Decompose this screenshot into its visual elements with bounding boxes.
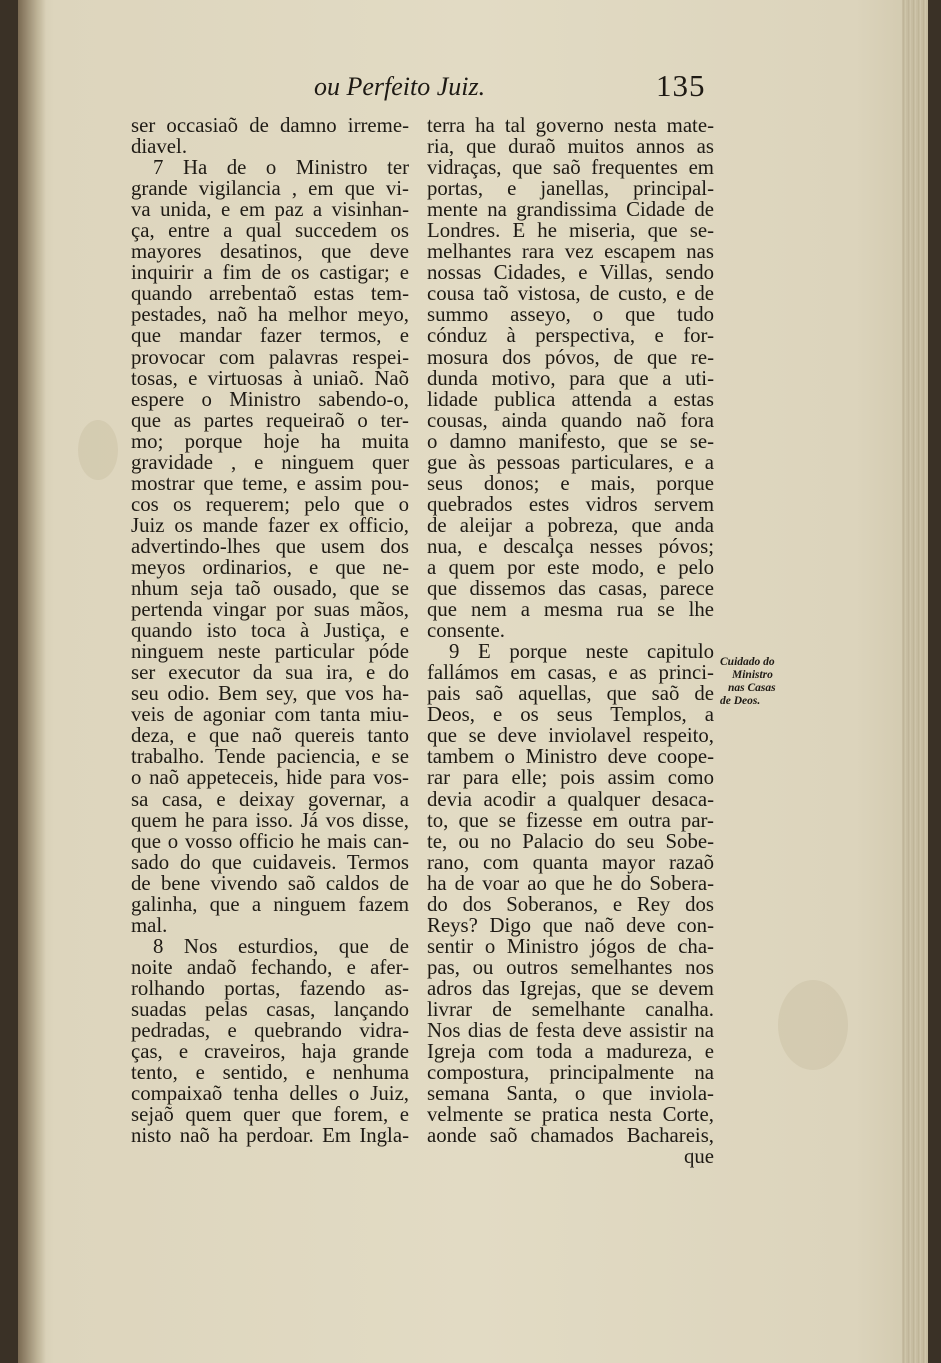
text-line: tambem o Ministro deve coope- [427, 745, 714, 769]
text-line: nhum seja taõ ousado, que se [131, 577, 409, 601]
text-line: quando arrebentaõ estas tem- [131, 282, 409, 306]
text-line: ria, que duraõ muitos annos as [427, 135, 714, 159]
text-line: quando isto toca à Justiça, e [131, 619, 409, 643]
text-line: dunda motivo, para que a uti- [427, 366, 714, 390]
text-line: compaixaõ tenha delles o Juiz, [131, 1082, 409, 1106]
marginal-note-line: nas Casas [728, 682, 776, 694]
marginal-note-line: Ministro [732, 669, 773, 681]
text-line: suadas pelas casas, lançando [131, 997, 409, 1021]
text-line: tento, e sentido, e nenhuma [131, 1061, 409, 1085]
text-line: de aleijar a pobreza, que anda [427, 513, 714, 537]
text-line: grande vigilancia , em que vi- [131, 177, 409, 201]
text-line: pertenda vingar por suas mãos, [131, 598, 409, 622]
text-line: advertindo-lhes que usem dos [131, 534, 409, 558]
text-line: de bene vivendo saõ caldos de [131, 871, 409, 895]
text-line: galinha, que a ninguem fazem [131, 892, 409, 916]
text-line: te, ou no Palacio do seu Sobe- [427, 829, 714, 853]
text-line: pas, ou outros semelhantes nos [427, 955, 714, 979]
text-line: ça, entre a qual succedem os [131, 219, 409, 243]
text-line: sentir o Ministro jógos de cha- [427, 934, 714, 958]
text-line: espere o Ministro sabendo-o, [131, 387, 409, 411]
text-line: ser occasiaõ de damno irreme- [131, 114, 409, 137]
text-line: Igreja com toda a madureza, e [427, 1040, 714, 1064]
paper-stain [778, 980, 848, 1070]
marginal-note-line: de Deos. [720, 695, 761, 707]
page-fore-edge [902, 0, 928, 1363]
text-line: que as partes requeiraõ o ter- [131, 408, 409, 432]
text-line: quebrados estes vidros servem [427, 492, 714, 516]
running-title: ou Perfeito Juiz. [314, 72, 486, 101]
text-line: gue às pessoas particulares, e a [427, 450, 714, 474]
page-header [18, 68, 928, 108]
text-line: que o vosso officio he mais can- [131, 829, 409, 853]
text-line: sa casa, e deixay governar, a [131, 787, 409, 811]
text-line: deza, e que naõ quereis tanto [131, 724, 409, 748]
text-line: Deos, e os seus Templos, a [427, 703, 714, 727]
text-line: Reys? Digo que naõ deve con- [427, 913, 714, 937]
text-line: nua, e descalça nesses póvos; [427, 534, 714, 558]
text-line: mosura dos póvos, de que re- [427, 345, 714, 369]
text-line: livrar de semelhante canalha. [427, 997, 714, 1021]
text-line: que nem a mesma rua se lhe [427, 598, 714, 622]
text-line: que dissemos das casas, parece [427, 577, 714, 601]
text-line: pedradas, e quebrando vidra- [131, 1019, 409, 1043]
text-line: 7 Ha de o Ministro ter [153, 156, 409, 180]
book-page [18, 0, 928, 1363]
text-line: noite andaõ fechando, e afer- [131, 955, 409, 979]
text-line: sejaõ quem quer que forem, e [131, 1103, 409, 1127]
text-line: rar para elle; pois assim como [427, 766, 714, 790]
text-line: tosas, e virtuosas à uniaõ. Naõ [131, 366, 409, 390]
text-line: o damno manifesto, que se se- [427, 429, 714, 453]
text-line: nossas Cidades, e Villas, sendo [427, 261, 714, 285]
text-line: vidraças, que saõ frequentes em [427, 156, 714, 180]
text-line: quem he para isso. Já vos disse, [131, 808, 409, 832]
text-line: terra ha tal governo nesta mate- [427, 114, 714, 137]
text-line: melhantes rara vez escapem nas [427, 240, 714, 264]
text-line: nisto naõ ha perdoar. Em Ingla- [131, 1124, 409, 1148]
text-line: cónduz à perspectiva, e for- [427, 324, 714, 348]
text-line: rolhando portas, fazendo as- [131, 976, 409, 1000]
text-line: que se deve inviolavel respeito, [427, 724, 714, 748]
text-line: do dos Soberanos, e Rey dos [427, 892, 714, 916]
text-line: compostura, principalmente na [427, 1061, 714, 1085]
text-line: adros das Igrejas, que se devem [427, 976, 714, 1000]
text-line: Londres. E he miseria, que se- [427, 219, 714, 243]
text-line: ças, e craveiros, haja grande [131, 1040, 409, 1064]
text-line: aonde saõ chamados Bachareis, [427, 1124, 714, 1148]
text-line: sado do que cuidaveis. Termos [131, 850, 409, 874]
text-line: trabalho. Tende paciencia, e se [131, 745, 409, 769]
text-line: o naõ appeteceis, hide para vos- [131, 766, 409, 790]
text-line: mostrar que teme, e assim pou- [131, 471, 409, 495]
text-line: fallámos em casas, e as princi- [427, 661, 714, 685]
text-line: mal. [131, 913, 168, 937]
text-line: pestades, naõ ha melhor meyo, [131, 303, 409, 327]
text-line: cos os requerem; pelo que o [131, 492, 409, 516]
right-text-column [427, 115, 714, 1167]
text-line: velmente se pratica nesta Corte, [427, 1103, 714, 1127]
text-line: 9 E porque neste capitulo [449, 640, 714, 664]
text-line: mo; porque hoje ha muita [131, 429, 409, 453]
text-line: cousa taõ vistosa, de custo, e de [427, 282, 714, 306]
text-line: portas, e janellas, principal- [427, 177, 714, 201]
text-line: diavel. [131, 135, 188, 159]
text-line: que [683, 1145, 714, 1169]
marginal-note [720, 656, 800, 708]
text-line: seu odio. Bem sey, que vos ha- [131, 682, 409, 706]
text-line: gravidade , e ninguem quer [131, 450, 409, 474]
text-line: to, que se fizesse em outra par- [427, 808, 714, 832]
text-line: provocar com palavras respei- [131, 345, 409, 369]
text-line: Juiz os mande fazer ex officio, [131, 513, 409, 537]
text-line: pais saõ aquellas, que saõ de [427, 682, 714, 706]
text-line: summo asseyo, o que tudo [427, 303, 714, 327]
text-line: Nos dias de festa deve assistir na [427, 1019, 714, 1043]
text-line: va unida, e em paz a visinhan- [131, 198, 409, 222]
text-line: 8 Nos esturdios, que de [153, 934, 409, 958]
paper-stain [78, 420, 118, 480]
text-line: semana Santa, o que inviola- [427, 1082, 714, 1106]
text-line: consente. [427, 619, 505, 643]
page-gutter [18, 0, 46, 1363]
text-line: rano, com quanta mayor razaõ [427, 850, 714, 874]
page-number: 135 [656, 68, 706, 103]
text-line: ninguem neste particular póde [131, 640, 409, 664]
left-text-column [131, 115, 409, 1146]
text-line: inquirir a fim de os castigar; e [131, 261, 409, 285]
text-line: mayores desatinos, que deve [131, 240, 409, 264]
marginal-note-line: Cuidado do [720, 656, 775, 668]
text-line: mente na grandissima Cidade de [427, 198, 714, 222]
text-line: cousas, ainda quando naõ fora [427, 408, 714, 432]
text-line: a quem por este modo, e pelo [427, 555, 714, 579]
text-line: seus donos; e mais, porque [427, 471, 714, 495]
text-line: que mandar fazer termos, e [131, 324, 409, 348]
text-line: devia acodir a qualquer desaca- [427, 787, 714, 811]
text-line: veis de agoniar com tanta miu- [131, 703, 409, 727]
text-line: meyos ordinarios, e que ne- [131, 555, 409, 579]
text-line: ha de voar ao que he do Sobera- [427, 871, 714, 895]
text-line: lidade publica attenda a estas [427, 387, 714, 411]
text-line: ser executor da sua ira, e do [131, 661, 409, 685]
